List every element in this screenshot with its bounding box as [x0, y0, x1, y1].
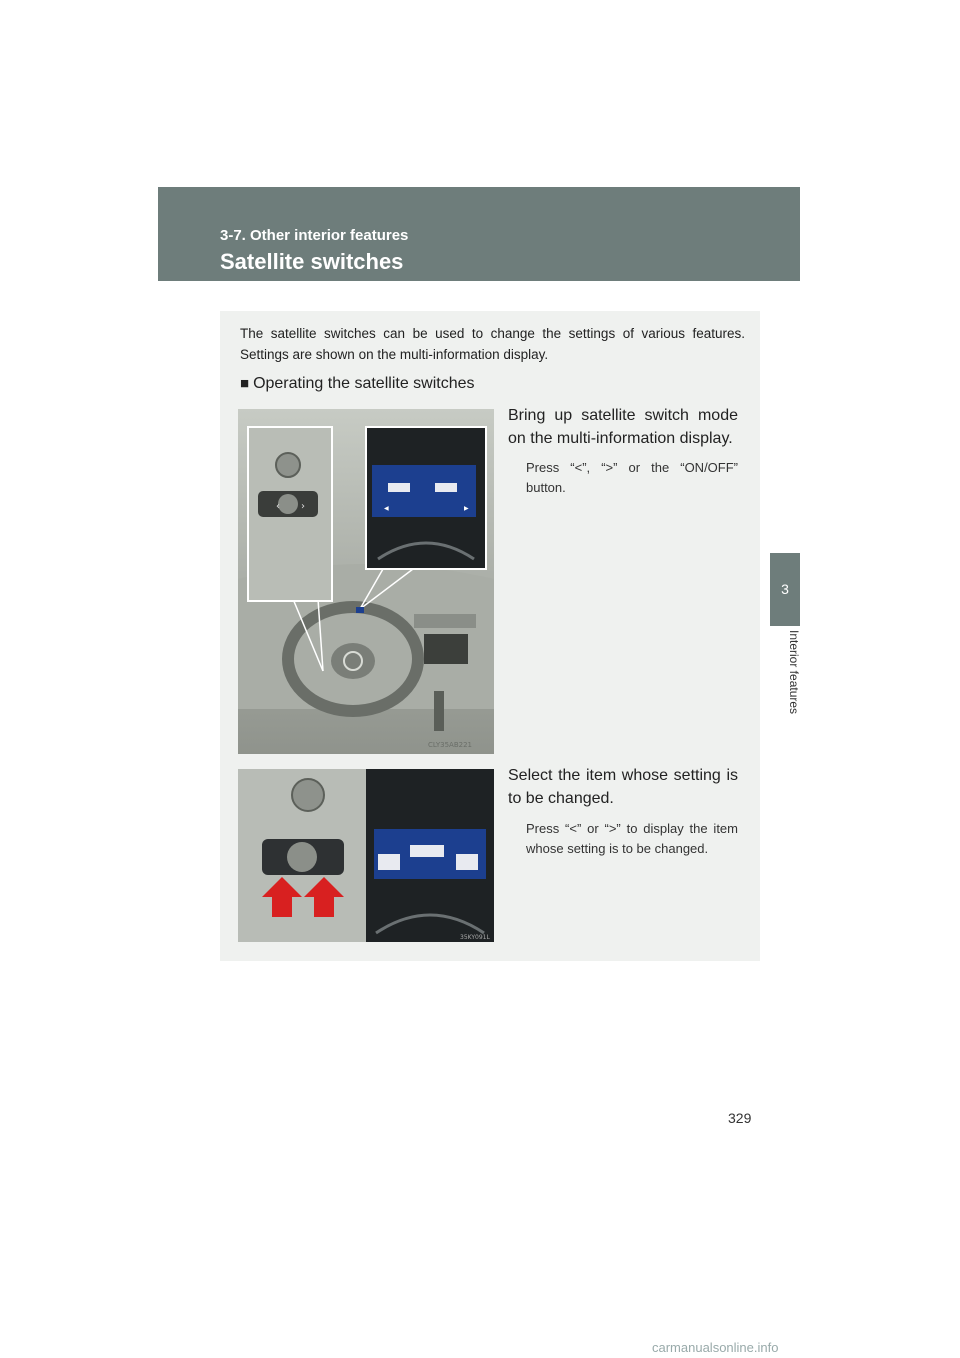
chapter-tab: 3	[770, 553, 800, 626]
step-1-illustration	[238, 409, 494, 759]
step-1-text: Bring up satellite switch mode on the multi-information display.	[508, 407, 738, 447]
subheading-text: Operating the satellite switches	[253, 375, 475, 392]
content-box	[220, 311, 760, 961]
step-1-subtext: Press “<”, “>” or the “ON/OFF” button.	[526, 460, 738, 495]
page-number: 329	[728, 1110, 752, 1126]
watermark: carmanualsonline.info	[652, 1340, 779, 1355]
page-title: Satellite switches	[220, 249, 404, 274]
svg-text:35KY091L: 35KY091L	[460, 934, 490, 941]
section-reference: 3-7. Other interior features	[220, 227, 409, 244]
square-bullet-icon: ■	[240, 375, 250, 392]
dashboard-image	[238, 409, 494, 754]
chapter-label: Interior features	[787, 630, 801, 715]
svg-text:‹: ‹	[276, 501, 280, 512]
switch-and-display-image	[238, 769, 494, 942]
svg-text:CLY35AB221: CLY35AB221	[428, 741, 472, 749]
svg-text:▶: ▶	[464, 505, 469, 512]
header-band	[158, 187, 800, 281]
intro-paragraph: The satellite switches can be used to change the settings of various features. Settings are shown on the multi-information display.	[240, 326, 745, 362]
step-2-subtext: Press “<” or “>” to display the item whose setting is to be changed.	[526, 821, 738, 856]
subheading	[240, 375, 475, 393]
svg-text:›: ›	[301, 501, 305, 512]
step-2-text: Select the item whose setting is to be changed.	[508, 767, 738, 807]
step-2-illustration	[238, 769, 494, 947]
svg-text:◀: ◀	[384, 505, 389, 512]
